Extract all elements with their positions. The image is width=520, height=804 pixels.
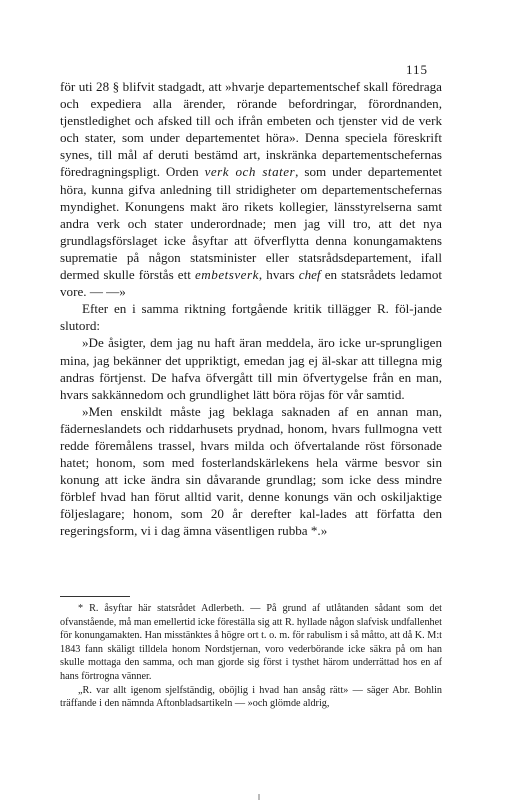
footnote-1: * R. åsyftar här statsrådet Adlerbeth. — På grund af utlåtanden sådant som det ofvanstående, må man emellertid icke föreställa sig att R. hyllade någon slafvisk undfallenhet för konungamakten. Han misstänktes å högre ort t. o. m. för rabulism i så måtto, att då K. M:t 1843 fann skäligt tilldela honom Nordstjernan, voro vederbörande icke säkra på om han skulle mottaga den samma, och man gjorde sig först i tysthet härom underrättad hos en af hans förtrogna vänner. [60, 603, 442, 682]
body-text [60, 78, 442, 540]
paragraph-1 [60, 78, 442, 300]
emphasis-chef: chef [298, 267, 321, 283]
paragraph-4: »Men enskildt måste jag beklaga saknaden af en annan man, fäderneslandets och riddarhusets prydnad, honom, hvars fullmogna vett redde föremålens trassel, hvars milda och öfvertalande röst försonade hatet; honom, som med fosterlandskärlekens hela värme besvor sin konung att icke ändra sin dåvarande grundlag; som icke dess mindre förblef hvad han förut alltid varit, denne konungs vän och oskiljaktige följeslagare; honom, som 20 år derefter kal-lades att författa den regeringsform, vi i dag ämna väsentligen rubba *.» [60, 403, 442, 539]
paragraph-3: »De åsigter, dem jag nu haft äran meddela, äro icke ur-sprungligen mina, jag bekänner det uppriktigt, emedan jag ej äl-skar att tillegna mig andras förtjenst. De hafva öfvergått till min öfvertygelse från en man, hvars sakkännedom och grundlighet lätt böra röjas för vår samtid. [60, 335, 442, 402]
paragraph-1-text-c: , hvars [258, 267, 299, 283]
footnotes [60, 602, 442, 711]
footnote-rule [60, 596, 130, 597]
page-mark [258, 794, 260, 800]
footnote-2: „R. var allt igenom sjelfständig, oböjlig i hvad han ansåg rätt» — säger Abr. Bohlin träffande i den nämnda Aftonbladsartikeln — »och glömde aldrig, [60, 684, 442, 710]
emphasis-embetsverk: embetsverk [195, 267, 259, 283]
emphasis-verk-och-stater: verk och stater [204, 164, 296, 180]
page-number: 115 [405, 62, 428, 77]
paragraph-2: Efter en i samma riktning fortgående kritik tillägger R. föl-jande slutord: [60, 301, 442, 334]
paragraph-1-text-b: , som under departementet höra, kunna gifva anledning till stridigheter om departementschefernas myndighet. Konungens makt äro rikets kollegier, länsstyrelserna samt andra verk och stater underordnade; men jag vill tro, att det nya grundlagsförslaget icke åsyftar att öfverflytta denna konungamaktens suprematie på någon statsminister eller statsrådsdepartement, ifall dermed skulle förstås ett [60, 164, 442, 283]
paragraph-1-text: för uti 28 § blifvit stadgadt, att »hvarje departementschef skall föredraga och expediera alla ärender, rörande befordringar, förordnanden, tjenstledighet och afsked till och ifrån embeten och tjenster vid de verk och stater, som under departementet höra». Denna speciela föreskrift synes, till mål af deruti bestämd art, inskränka departementschefernas föredragningspligt. Orden [60, 79, 442, 180]
paragraph-1-text-d: en statsrådets ledamot vore. — —» [60, 267, 442, 300]
